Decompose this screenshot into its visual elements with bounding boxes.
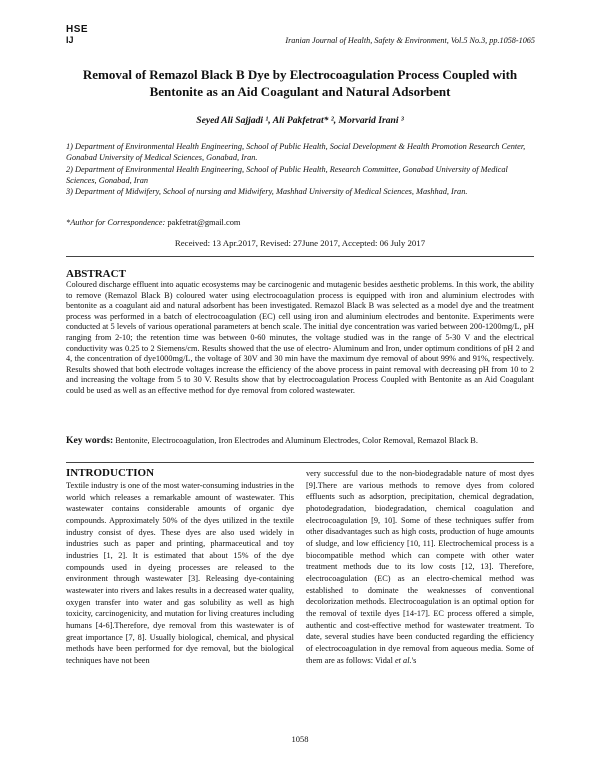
keywords-label: Key words: <box>66 435 114 446</box>
affiliation-1: 1) Department of Environmental Health Engineering, School of Public Health, Social Development & Health Promotion Research Center, Gonabad University of Medical Sciences, Gonabad, Iran. <box>66 142 526 163</box>
logo-top-text: HSE <box>66 24 89 35</box>
author-list: Seyed Ali Sajjadi ¹, Ali Pakfetrat* ², Morvarid Irani ³ <box>196 115 404 126</box>
affiliations <box>66 141 534 197</box>
correspondence-label: *Author for Correspondence: <box>66 218 166 227</box>
right-column-text: very successful due to the non-biodegradable nature of most dyes [9].There are various methods to remove dyes from colored effluents such as adsorption, precipitation, chemical degradation, photodegradation, biodegradation, chemical coagulation and electrocoagulation [9, 10]. Some of these techniques suffer from other disadvantages such as high costs, production of huge amounts of sludge, and low efficiency [10, 11]. Electrochemical process is a biocompatible method which can compete with other water treatment methods due to its low costs [12, 13]. Therefore, electrocoagulation (EC) as an electro-chemical method was established to dominate the weaknesses of conventional decolorization methods. Electrocoagulation is an optimal option for the removal of textile dyes [14-17]. EC process offered a simple, authentic and cost-effective method for wastewater treatment. To date, several studies have been conducted regarding the efficiency of electrocoagulation in dye removal from aqueous media. Some of them are as follows: Vidal <box>306 469 534 665</box>
keywords-text: Bentonite, Electrocoagulation, Iron Electrodes and Aluminum Electrodes, Color Removal, Remazol Black B. <box>115 436 478 445</box>
paper-title: Removal of Remazol Black B Dye by Electrocoagulation Process Coupled with Bentonite as an Aid Coagulant and Natural Adsorbent <box>82 67 518 99</box>
abstract-text: Coloured discharge effluent into aquatic ecosystems may be carcinogenic and mutagenic besides aesthetic problems. In this work, the ability to remove (Remazol Black B) coloured water using electrocoagulation process is equipped with iron and aluminium electrodes with bentonite as a coagulant aid and natural adsorbent has been investigated. Remazol Black B was selected as a model dye and the treatment process was performed in a batch of electrocoagulation (EC) cell using iron and aluminium electrodes and bentonite. Experiments were conducted at 5 levels of various operational parameters at bench scale. The initial dye concentration was varied between 200-1200mg/L, pH ranging from 2-10; the retention time was between 0-60 minutes, the voltage studied was in the range of 5-30 V and the electrical conductivity was 0.25 to 2 Siemens/cm. Results showed that the use of electro- Aluminum and Iron, under optimum conditions of pH 2 and 4, the concentration of dye1000mg/L, the voltage of 30V and 30 min have the maximum dye removal of about 99% and 91%, respectively. Results showed that both electrode voltages increase the efficiency of the above process in paint removal with decreasing pH from 10 to 2 and increasing the voltage from 5 to 30 V. Results show that by electrocoagulation Process Coupled with Bentonite as an Aid Coagulant could be used as well as an effective method for dye removal from colored wastewater. <box>66 280 534 395</box>
page-number: 1058 <box>291 734 309 744</box>
introduction-left-column: Textile industry is one of the most water-consuming industries in the world which releases a remarkable amount of wastewater. This wastewater contains considerable amounts of organic dye compounds. Approximately 50% of the dyes utilized in the textile industry consist of dyes. These dyes are also used widely in industries such as paper and printing, pharmaceutical and toy industries [1, 2]. It is estimated that about 15% of the dye compounds used in dyeing processes are released to the environment through wastewater [3]. Releasing dye-containing wastewater into rivers and lakes results in a decreased water quality, oxygen transfer into water and gas solubility as well as high toxicity, carcinogenicity, and mutation for living creatures including humans [4-6].Therefore, dye removal from this wastewater is of great importance [7, 8]. Usually biological, chemical, and physical methods have been performed for dye removal, but the biological techniques have not been <box>66 481 294 665</box>
correspondence <box>66 218 240 227</box>
divider-bottom <box>66 462 534 463</box>
journal-header: Iranian Journal of Health, Safety & Environment, Vol.5 No.3, pp.1058-1065 <box>285 36 535 45</box>
right-column-et-al: et al. <box>394 655 412 665</box>
received-dates: Received: 13 Apr.2017, Revised: 27June 2017, Accepted: 06 July 2017 <box>174 238 426 248</box>
abstract-heading: ABSTRACT <box>66 268 126 280</box>
keywords <box>66 435 534 446</box>
logo-bottom-text: IJ <box>66 35 74 45</box>
right-column-text-end: 's <box>411 655 417 665</box>
introduction-right-column <box>306 468 534 666</box>
affiliation-3: 3) Department of Midwifery, School of nursing and Midwifery, Mashhad University of Medical Sciences, Mashhad, Iran. <box>66 187 468 197</box>
divider-top <box>66 256 534 257</box>
introduction-heading: INTRODUCTION <box>66 467 155 479</box>
journal-logo <box>64 24 100 46</box>
affiliation-2: 2) Department of Environmental Health Engineering, School of Public Health, Research Committee, Gonabad University of Medical Sciences, Gonabad, Iran <box>66 164 508 185</box>
correspondence-email[interactable]: pakfetrat@gmail.com <box>167 218 241 227</box>
